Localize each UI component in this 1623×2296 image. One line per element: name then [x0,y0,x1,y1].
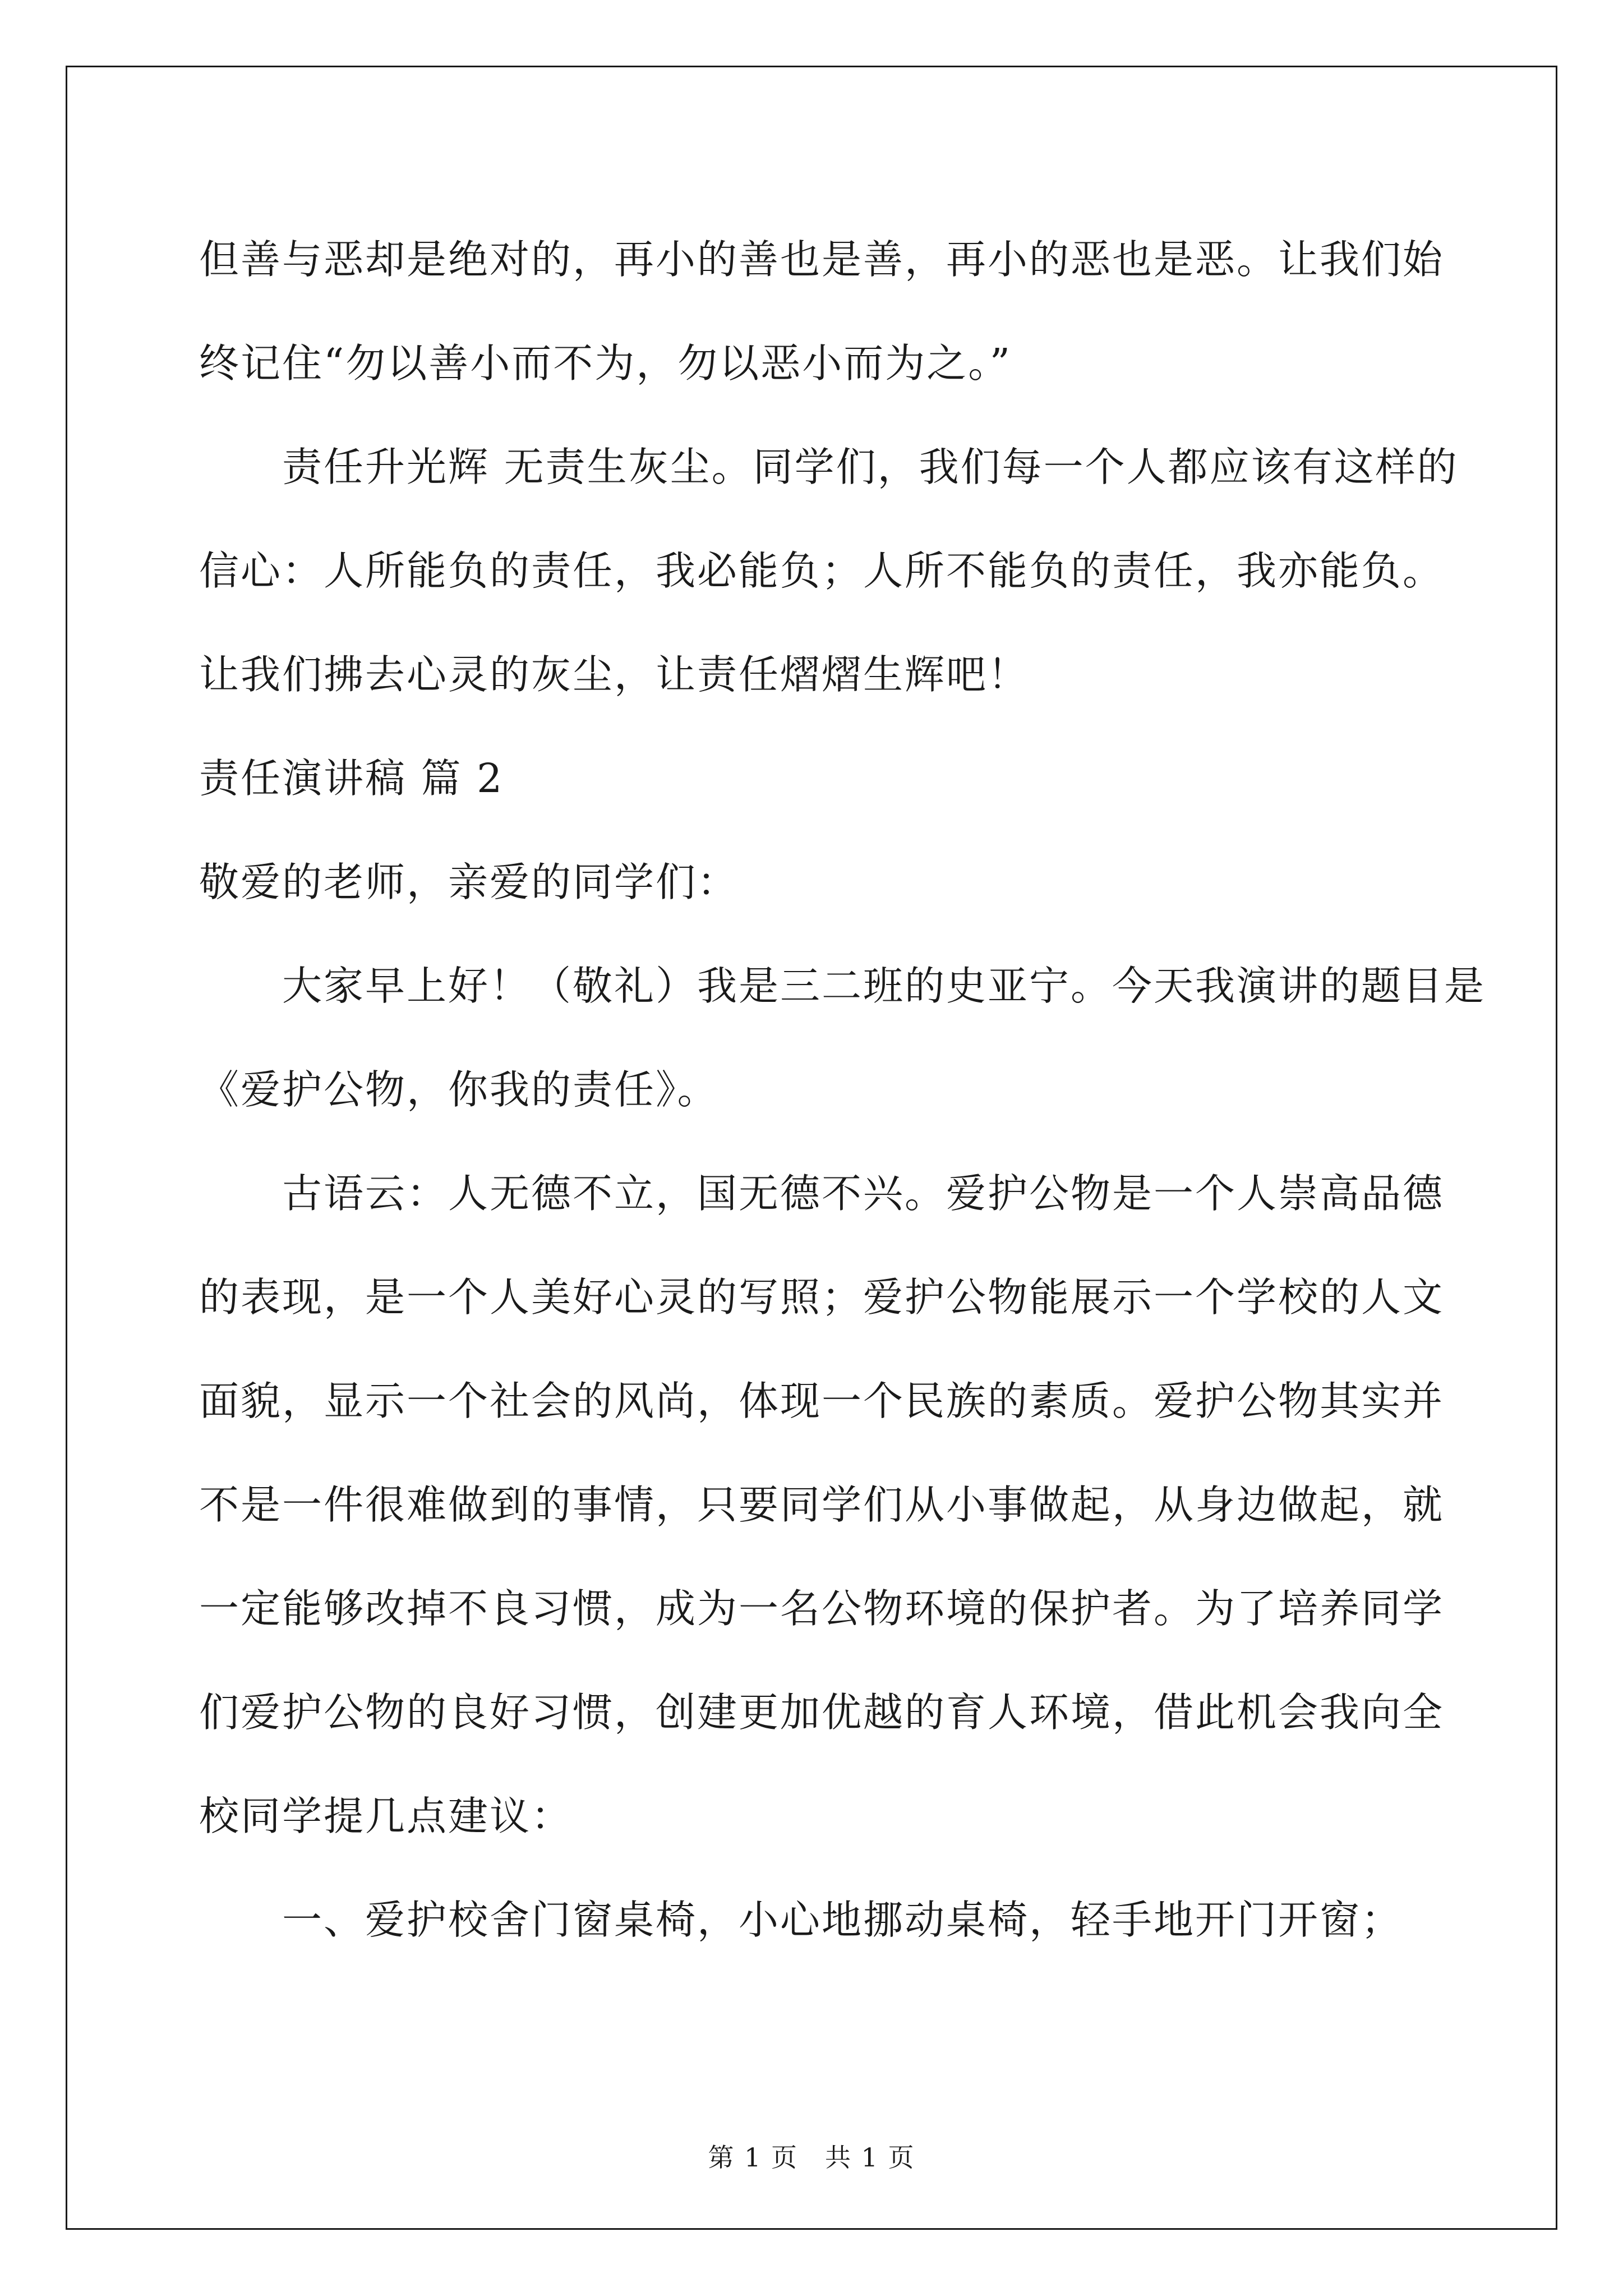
text-line: 的表现，是一个人美好心灵的写照；爱护公物能展示一个学校的人文 [199,1274,1445,1320]
text-line: 信心：人所能负的责任，我必能负；人所不能负的责任，我亦能负。 [199,547,1445,594]
text-line: 们爱护公物的良好习惯，创建更加优越的育人环境，借此机会我向全 [199,1689,1445,1736]
text-line: 《爱护公物，你我的责任》。 [199,1066,719,1113]
text-line: 但善与恶却是绝对的，再小的善也是善，再小的恶也是恶。让我们始 [199,236,1445,283]
text-line: 敬爱的老师，亲爱的同学们： [199,859,739,905]
text-line: 古语云：人无德不立，国无德不兴。爱护公物是一个人崇高品德 [282,1170,1445,1217]
text-line: 校同学提几点建议： [199,1793,573,1839]
page-number-footer: 第 1 页 共 1 页 [708,2142,915,2173]
text-line: 一定能够改掉不良习惯，成为一名公物环境的保护者。为了培养同学 [199,1585,1445,1632]
text-line: 让我们拂去心灵的灰尘，让责任熠熠生辉吧！ [199,651,1030,698]
text-line: 一、爱护校舍门窗桌椅，小心地挪动桌椅，轻手地开门开窗； [282,1897,1403,1943]
document-body [199,208,1486,1972]
section-heading [199,726,1433,830]
paragraph [199,415,1459,726]
paragraph [199,1142,1445,1868]
text-line: 终记住“勿以善小而不为，勿以恶小而为之。” [199,340,1012,386]
text-line: 大家早上好！（敬礼）我是三二班的史亚宁。今天我演讲的题目是 [282,963,1486,1009]
text-line: 不是一件很难做到的事情，只要同学们从小事做起，从身边做起，就 [199,1481,1445,1528]
text-line: 责任升光辉 无责生灰尘。同学们，我们每一个人都应该有这样的 [282,444,1459,490]
salutation [199,830,1433,934]
paragraph [199,208,1445,415]
paragraph [199,1868,1433,1972]
paragraph [199,934,1486,1142]
text-line: 责任演讲稿 篇 2 [199,755,504,802]
text-line: 面貌，显示一个社会的风尚，体现一个民族的素质。爱护公物其实并 [199,1378,1445,1424]
